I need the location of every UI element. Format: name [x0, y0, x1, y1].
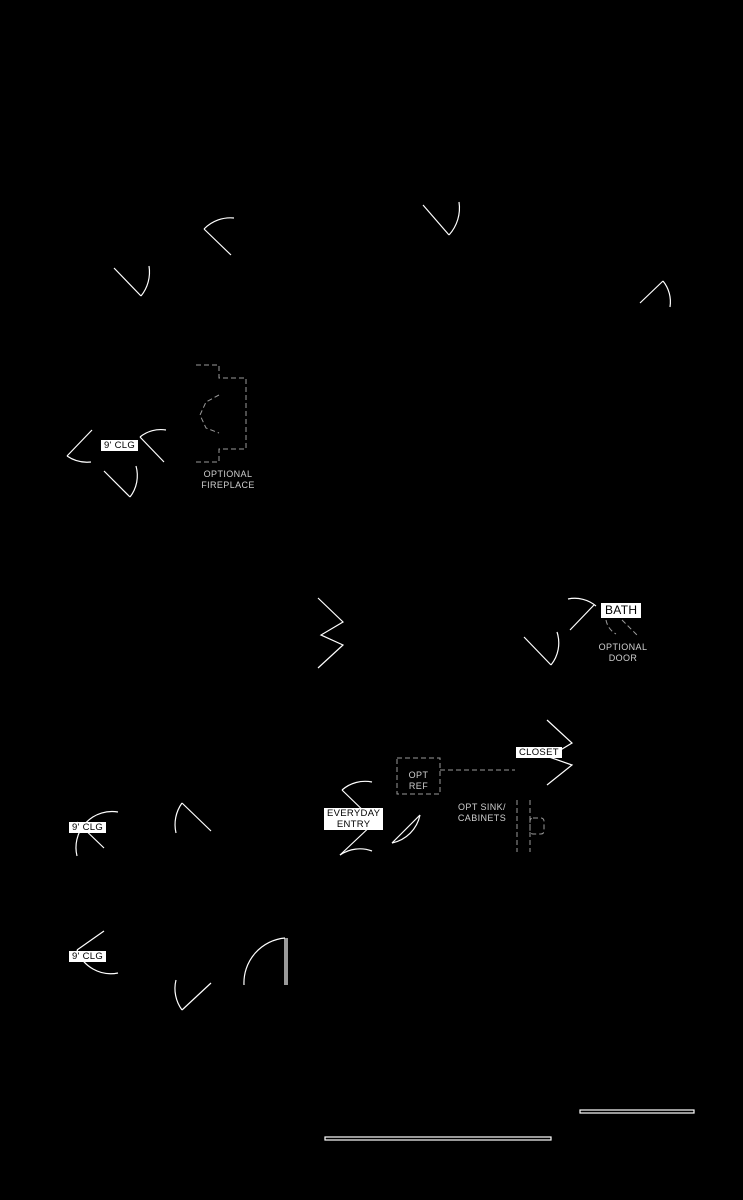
door-swing-lower-center [244, 938, 287, 985]
door-swing-center-right [524, 632, 559, 665]
bath-label: BATH [601, 603, 641, 618]
everyday-entry-label: EVERYDAY ENTRY [324, 808, 383, 830]
opt-sink-cabinets-label: OPT SINK/ CABINETS [457, 802, 507, 823]
door-swing-lower-left-1 [76, 811, 118, 856]
optional-door-label: OPTIONAL DOOR [598, 642, 648, 663]
door-swing-left-1 [67, 430, 92, 462]
ceiling-height-label-3: 9' CLG [69, 951, 106, 962]
opt-sink-outline [517, 800, 544, 852]
opt-ref-label: OPT REF [408, 770, 429, 791]
door-swing-lower-left-2 [175, 803, 211, 833]
optional-door-swing [606, 620, 638, 636]
door-swing-left-2 [140, 430, 166, 462]
door-swing-lower-left-4 [175, 980, 211, 1010]
door-swing-left-3 [104, 466, 137, 497]
optional-fireplace-label: OPTIONAL FIREPLACE [201, 469, 255, 490]
threshold-bottom-right [580, 1110, 694, 1113]
door-swing-top-right [640, 281, 670, 307]
ceiling-height-label-1: 9' CLG [101, 440, 138, 451]
threshold-bottom-center [325, 1137, 551, 1140]
door-swing-top-center [423, 202, 459, 235]
ceiling-height-label-2: 9' CLG [69, 822, 106, 833]
door-swing-bath [568, 598, 596, 630]
door-swing-entry-right [392, 815, 420, 843]
door-swing-upper-left [114, 266, 149, 296]
closet-label: CLOSET [516, 747, 562, 758]
door-swing-top-left [204, 218, 234, 255]
optional-fireplace-outline [196, 365, 246, 462]
bifold-door-center [318, 598, 343, 668]
